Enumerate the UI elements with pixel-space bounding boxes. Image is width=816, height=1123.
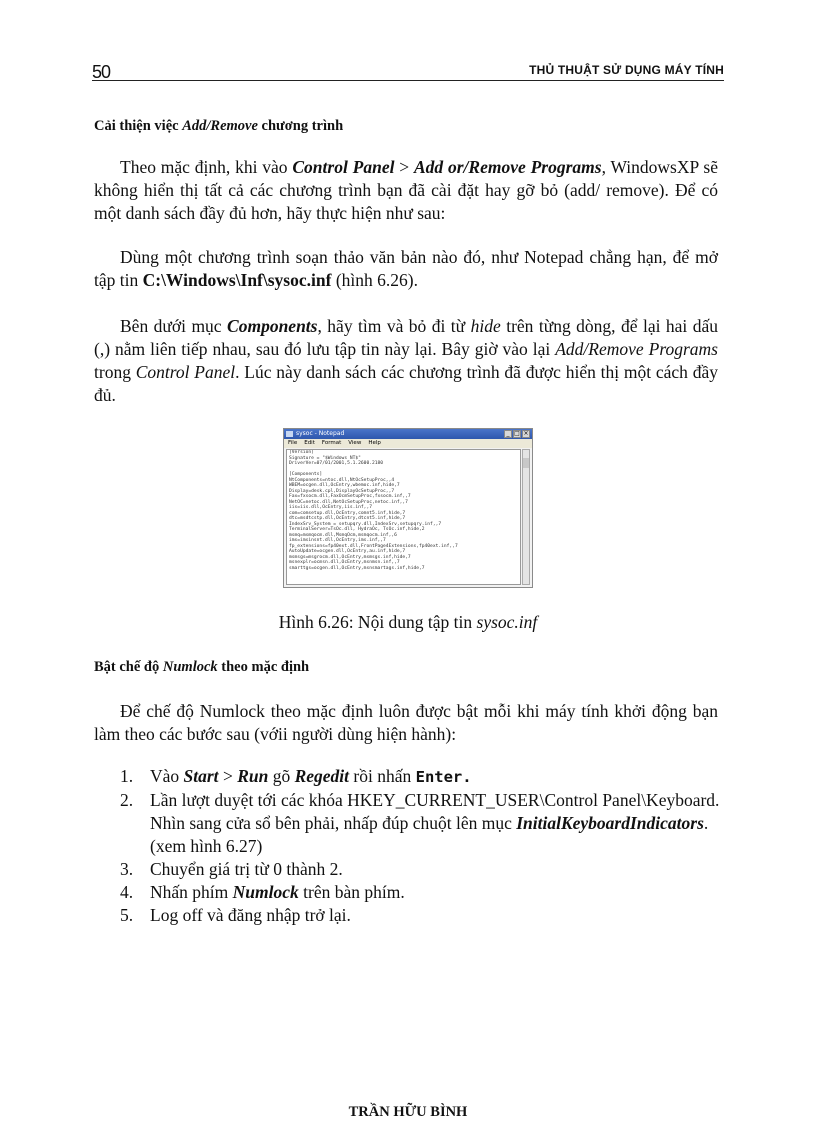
figure-scroll-thumb [523, 458, 529, 468]
text: > [218, 766, 238, 786]
text: , WindowsXP sẽ không hiển thị tất cả các chương trình bạn đã cài đặt hay gỡ bỏ (add/ remove). Để có một danh sách đầy đủ hơn, hãy thực hiện như sau: [94, 157, 718, 223]
figure-text-line: com=comsetup.dll,OcEntry,comnt5.inf,hide,7 [289, 510, 406, 516]
caption-filename: sysoc.inf [476, 612, 538, 632]
paragraph-numlock [94, 700, 718, 746]
figure-menu-item: Format [321, 440, 342, 446]
text: rồi nhấn [349, 766, 416, 786]
figure-text-line: msmq=msmqocm.dll,MsmqOcm,msmqocm.inf,,6 [289, 532, 397, 538]
figure-text-line: TerminalServer=TsOc.dll, HydraOc, TsOc.inf,hide,2 [289, 527, 425, 532]
notepad-app-icon [286, 431, 293, 437]
figure-text-area [286, 449, 521, 585]
minimize-icon: _ [504, 430, 512, 438]
figure-caption [0, 612, 816, 633]
list-item [120, 904, 720, 927]
paragraph-components [94, 315, 718, 407]
text: trên bàn phím. [298, 882, 405, 902]
list-number: 4. [120, 882, 134, 902]
figure-text-line: msmsgs=msgrocm.dll,OcEntry,msmsgs.inf,hide,7 [289, 554, 411, 560]
list-number: 2. [120, 790, 134, 810]
text: Vào [150, 766, 184, 786]
numlock-term: Numlock [232, 882, 299, 902]
close-icon: × [523, 430, 529, 437]
notepad-screenshot-figure [283, 428, 533, 588]
figure-menu-item: Help [368, 440, 381, 446]
heading-emphasis: Add/Remove [182, 118, 258, 134]
heading-emphasis: Numlock [162, 659, 218, 675]
list-item [120, 858, 720, 881]
text: . (xem hình 6.27) [150, 813, 709, 856]
list-number: 3. [120, 859, 134, 879]
hide-term: hide [470, 316, 501, 336]
text: (hình 6.26). [331, 270, 418, 290]
control-panel-term: Control Panel [135, 362, 236, 382]
start-term: Start [183, 766, 219, 786]
text: Bên dưới mục [120, 316, 228, 336]
text: Lần lượt duyệt tới các khóa HKEY_CURRENT_USER\Control Panel\Keyboard. Nhìn sang cửa sổ bên phải, nhấp đúp chuột lên mục [150, 790, 720, 833]
figure-text-line: msnexplr=ocmsn.dll,OcEntry,msnmsn.inf,,7 [289, 560, 400, 565]
text: trong [94, 362, 136, 382]
control-panel-term: Control Panel [292, 157, 395, 177]
heading-text: theo mặc định [217, 659, 310, 675]
text: , hãy tìm và bỏ đi từ [317, 316, 471, 336]
run-term: Run [237, 766, 269, 786]
section-heading-add-remove [94, 118, 343, 135]
text: > [394, 157, 414, 177]
figure-text-line: WBEM=ocgen.dll,OcEntry,wbemoc.inf,hide,7 [289, 483, 400, 488]
figure-window-title: sysoc - Notepad [296, 430, 345, 437]
figure-text-line: dtc=msdtcstp.dll,OcEntry,dtcnt5.inf,hide,7 [289, 516, 406, 521]
running-title: THỦ THUẬT SỬ DỤNG MÁY TÍNH [529, 63, 724, 77]
figure-text-line: Signature = "$Windows NT$" [289, 455, 361, 461]
text: trên từng dòng, để lại hai dấu (,) nằm liên tiếp nhau, sau đó lưu tập tin này lại. Bây giờ vào lại [94, 316, 718, 359]
list-item [120, 765, 720, 789]
steps-list [120, 765, 720, 927]
figure-text-line: ims=imsinsnt.dll,OcEntry,ims.inf,,7 [289, 538, 386, 543]
figure-text-line: NetOC=netoc.dll,NetOcSetupProc,netoc.inf,,7 [289, 499, 408, 505]
section-heading-numlock [94, 659, 309, 676]
text: Dùng một chương trình soạn thảo văn bản nào đó, như Notepad chẳng hạn, để mở tập tin [94, 247, 718, 290]
heading-text: Cải thiện việc [94, 118, 183, 134]
add-remove-programs-term: Add or/Remove Programs [413, 157, 602, 177]
figure-text-line: smarttgs=ocgen.dll,OcEntry,msnsmartags.inf,hide,7 [289, 565, 425, 571]
figure-text-line: iis=iis.dll,OcEntry,iis.inf,,7 [289, 505, 372, 510]
paragraph-intro [94, 156, 718, 225]
list-number: 1. [120, 766, 134, 786]
figure-text-line: fp_extensions=fp40ext.dll,FrontPage4Extensions,fp40ext.inf,,7 [289, 543, 458, 549]
figure-text-line: AutoUpdate=ocgen.dll,OcEntry,au.inf,hide,7 [289, 549, 406, 554]
list-item [120, 789, 720, 858]
components-term: Components [227, 316, 318, 336]
text: gõ [268, 766, 295, 786]
text: Nhấn phím [150, 882, 233, 902]
figure-window-buttons [504, 430, 530, 438]
heading-text: chương trình [257, 118, 344, 134]
heading-text: Bật chế độ [94, 659, 163, 675]
file-path: C:\Windows\Inf\sysoc.inf [142, 270, 332, 290]
page-header [92, 58, 724, 81]
enter-term: Enter. [415, 768, 472, 786]
figure-text-line: [Version] [289, 450, 314, 455]
text: Chuyển giá trị từ 0 thành 2. [150, 859, 343, 879]
figure-text-line: [Components] [289, 472, 323, 477]
figure-menu-item: Edit [304, 440, 315, 446]
figure-menu-item: File [288, 440, 298, 446]
list-item [120, 881, 720, 904]
figure-text-line: IndexSrv_System = setupqry.dll,IndexSrv,setupqry.inf,,7 [289, 521, 442, 527]
page-footer-author: TRẦN HỮU BÌNH [348, 1104, 468, 1120]
registry-value-term: InitialKeyboardIndicators [516, 813, 704, 833]
figure-menubar [284, 439, 532, 448]
figure-text-line: NtComponents=ntoc.dll,NtOcSetupProc,,4 [289, 477, 395, 483]
text: Để chế độ Numlock theo mặc định luôn được bật mỗi khi máy tính khởi động bạn làm theo các bước sau (vớii người dùng hiện hành): [94, 701, 718, 744]
maximize-icon: □ [514, 430, 520, 437]
figure-menu-item: View [348, 440, 362, 446]
regedit-term: Regedit [294, 766, 350, 786]
figure-text-line: Display=desk.cpl,DisplayOcSetupProc,,7 [289, 488, 395, 494]
page-number: 50 [92, 62, 111, 82]
text: Theo mặc định, khi vào [120, 157, 293, 177]
add-remove-term: Add/Remove Programs [555, 339, 718, 359]
text: . Lúc này danh sách các chương trình đã được hiển thị một cách đầy đủ. [94, 362, 718, 405]
text: Hình 6.26: Nội dung tập tin [278, 612, 477, 632]
figure-scrollbar [522, 449, 530, 585]
figure-text-line: DriverVer=07/01/2001,5.1.2600.2180 [289, 461, 384, 466]
paragraph-open-file [94, 246, 718, 292]
text: Log off và đăng nhập trở lại. [150, 905, 351, 925]
figure-titlebar [284, 429, 532, 439]
figure-text-line: Fax=fxsocm.dll,FaxOcmSetupProc,fxsocm.inf,,7 [289, 494, 411, 499]
list-number: 5. [120, 905, 134, 925]
